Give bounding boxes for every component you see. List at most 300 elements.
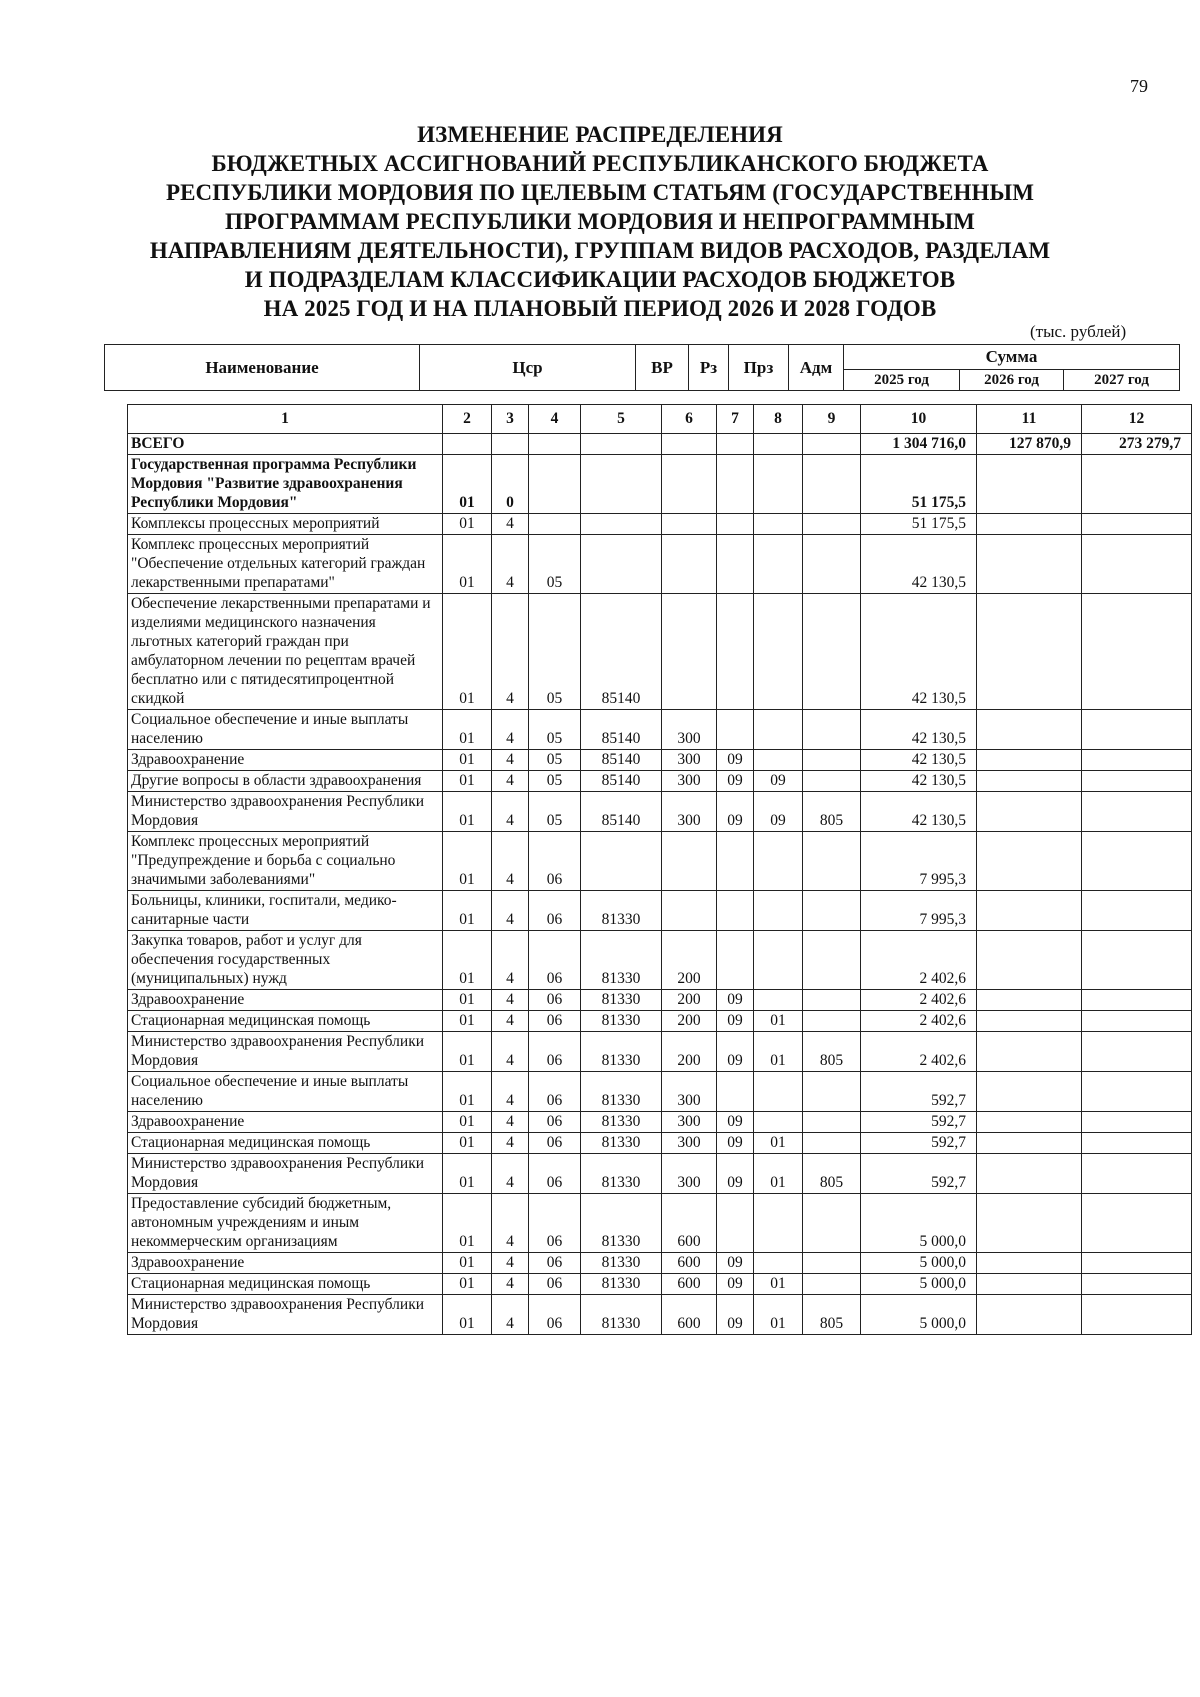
adm-code <box>803 434 861 455</box>
prz-code: 01 <box>754 1274 803 1295</box>
vr-code <box>662 434 717 455</box>
sum-2025: 592,7 <box>861 1154 977 1194</box>
code-type: 4 <box>492 990 529 1011</box>
row-name: Министерство здравоохранения Республики Мордовия <box>128 1154 443 1194</box>
code-type: 4 <box>492 931 529 990</box>
table-row <box>128 1072 1192 1112</box>
code-type: 4 <box>492 1112 529 1133</box>
rz-code: 09 <box>717 1011 754 1032</box>
adm-code: 805 <box>803 792 861 832</box>
adm-code <box>803 1011 861 1032</box>
code-subprogram: 06 <box>529 832 581 891</box>
vr-code: 300 <box>662 1154 717 1194</box>
code-type: 4 <box>492 1011 529 1032</box>
prz-code <box>754 455 803 514</box>
code-subprogram: 06 <box>529 1295 581 1335</box>
header-name: Наименование <box>105 345 420 391</box>
sum-2027 <box>1082 1194 1192 1253</box>
vr-code <box>662 594 717 710</box>
adm-code <box>803 1112 861 1133</box>
prz-code: 01 <box>754 1133 803 1154</box>
code-type: 4 <box>492 792 529 832</box>
row-name: Государственная программа Республики Мордовия "Развитие здравоохранения Республики Мордовия" <box>128 455 443 514</box>
sum-2025: 42 130,5 <box>861 750 977 771</box>
code-subprogram <box>529 455 581 514</box>
rz-code <box>717 594 754 710</box>
code-program: 01 <box>443 535 492 594</box>
adm-code <box>803 1072 861 1112</box>
sum-2026 <box>977 1112 1082 1133</box>
sum-2027 <box>1082 1154 1192 1194</box>
table-row <box>128 1032 1192 1072</box>
code-direction: 85140 <box>581 792 662 832</box>
code-subprogram <box>529 514 581 535</box>
title-line: НАПРАВЛЕНИЯМ ДЕЯТЕЛЬНОСТИ), ГРУППАМ ВИДОВ РАСХОДОВ, РАЗДЕЛАМ <box>149 238 1051 263</box>
vr-code: 200 <box>662 990 717 1011</box>
header-year-2025: 2025 год <box>844 370 960 391</box>
sum-2025: 5 000,0 <box>861 1194 977 1253</box>
code-type: 4 <box>492 1032 529 1072</box>
sum-2027 <box>1082 1112 1192 1133</box>
column-number: 4 <box>529 405 581 434</box>
rz-code: 09 <box>717 750 754 771</box>
row-name: Стационарная медицинская помощь <box>128 1133 443 1154</box>
code-program: 01 <box>443 1253 492 1274</box>
sum-2027 <box>1082 750 1192 771</box>
table-row <box>128 1011 1192 1032</box>
sum-2025: 42 130,5 <box>861 771 977 792</box>
code-type: 4 <box>492 710 529 750</box>
prz-code <box>754 1194 803 1253</box>
column-number: 8 <box>754 405 803 434</box>
code-type: 4 <box>492 594 529 710</box>
vr-code: 300 <box>662 792 717 832</box>
prz-code <box>754 931 803 990</box>
sum-2027 <box>1082 1295 1192 1335</box>
title-line: ИЗМЕНЕНИЕ РАСПРЕДЕЛЕНИЯ <box>417 122 783 147</box>
row-name: Комплекс процессных мероприятий "Обеспечение отдельных категорий граждан лекарственными препаратами" <box>128 535 443 594</box>
column-number: 2 <box>443 405 492 434</box>
rz-code: 09 <box>717 1032 754 1072</box>
code-program: 01 <box>443 514 492 535</box>
row-name: Закупка товаров, работ и услуг для обеспечения государственных (муниципальных) нужд <box>128 931 443 990</box>
prz-code: 01 <box>754 1011 803 1032</box>
sum-2026 <box>977 1133 1082 1154</box>
table-row <box>128 1154 1192 1194</box>
table-row <box>128 990 1192 1011</box>
code-subprogram: 06 <box>529 1112 581 1133</box>
prz-code <box>754 1253 803 1274</box>
rz-code: 09 <box>717 792 754 832</box>
sum-2026 <box>977 771 1082 792</box>
code-subprogram: 06 <box>529 1154 581 1194</box>
rz-code <box>717 1194 754 1253</box>
column-number: 9 <box>803 405 861 434</box>
code-direction: 81330 <box>581 1011 662 1032</box>
sum-2025: 2 402,6 <box>861 931 977 990</box>
sum-2025: 7 995,3 <box>861 832 977 891</box>
row-name: Министерство здравоохранения Республики Мордовия <box>128 1032 443 1072</box>
code-direction <box>581 514 662 535</box>
vr-code: 300 <box>662 771 717 792</box>
row-name: ВСЕГО <box>128 434 443 455</box>
code-subprogram: 06 <box>529 1274 581 1295</box>
code-subprogram: 06 <box>529 1032 581 1072</box>
sum-2025: 2 402,6 <box>861 1032 977 1072</box>
code-subprogram: 06 <box>529 1011 581 1032</box>
sum-2027: 273 279,7 <box>1082 434 1192 455</box>
prz-code <box>754 594 803 710</box>
code-program: 01 <box>443 832 492 891</box>
code-program: 01 <box>443 1032 492 1072</box>
sum-2025: 592,7 <box>861 1112 977 1133</box>
code-program: 01 <box>443 931 492 990</box>
row-name: Комплекс процессных мероприятий "Предупреждение и борьба с социально значимыми заболеваниями" <box>128 832 443 891</box>
table-row <box>128 931 1192 990</box>
row-name: Другие вопросы в области здравоохранения <box>128 771 443 792</box>
table-row <box>128 792 1192 832</box>
sum-2027 <box>1082 514 1192 535</box>
sum-2026 <box>977 1011 1082 1032</box>
code-type: 4 <box>492 1274 529 1295</box>
table-row <box>128 891 1192 931</box>
code-subprogram <box>529 434 581 455</box>
code-direction: 81330 <box>581 1194 662 1253</box>
sum-2025: 592,7 <box>861 1133 977 1154</box>
prz-code: 09 <box>754 771 803 792</box>
vr-code: 300 <box>662 1072 717 1112</box>
code-type: 4 <box>492 1253 529 1274</box>
adm-code <box>803 891 861 931</box>
sum-2026 <box>977 1295 1082 1335</box>
sum-2026 <box>977 792 1082 832</box>
code-type: 4 <box>492 1154 529 1194</box>
code-program: 01 <box>443 1274 492 1295</box>
code-program: 01 <box>443 1295 492 1335</box>
table-row <box>128 1253 1192 1274</box>
header-vr: ВР <box>636 345 689 391</box>
table-row <box>128 750 1192 771</box>
row-name: Здравоохранение <box>128 1253 443 1274</box>
code-direction: 81330 <box>581 891 662 931</box>
vr-code: 200 <box>662 1011 717 1032</box>
rz-code <box>717 832 754 891</box>
code-subprogram: 05 <box>529 594 581 710</box>
row-name: Обеспечение лекарственными препаратами и изделиями медицинского назначения льготных категорий граждан при амбулаторном лечении по рецептам врачей бесплатно или с пятидесятипроцентной скидкой <box>128 594 443 710</box>
prz-code <box>754 990 803 1011</box>
adm-code <box>803 710 861 750</box>
code-subprogram: 05 <box>529 750 581 771</box>
code-program: 01 <box>443 1072 492 1112</box>
column-number: 3 <box>492 405 529 434</box>
prz-code: 01 <box>754 1154 803 1194</box>
code-type: 4 <box>492 750 529 771</box>
sum-2025: 42 130,5 <box>861 594 977 710</box>
prz-code <box>754 1072 803 1112</box>
sum-2025: 5 000,0 <box>861 1274 977 1295</box>
code-program <box>443 434 492 455</box>
vr-code <box>662 891 717 931</box>
sum-2027 <box>1082 1011 1192 1032</box>
sum-2027 <box>1082 535 1192 594</box>
code-program: 01 <box>443 1133 492 1154</box>
title-line: ПРОГРАММАМ РЕСПУБЛИКИ МОРДОВИЯ И НЕПРОГРАММНЫМ <box>225 209 975 234</box>
sum-2026 <box>977 750 1082 771</box>
column-number: 10 <box>861 405 977 434</box>
budget-table <box>127 404 1192 1335</box>
table-row <box>128 535 1192 594</box>
sum-2025: 5 000,0 <box>861 1295 977 1335</box>
rz-code <box>717 514 754 535</box>
code-program: 01 <box>443 455 492 514</box>
sum-2026 <box>977 535 1082 594</box>
code-direction: 81330 <box>581 1133 662 1154</box>
header-table <box>104 344 1180 391</box>
code-program: 01 <box>443 792 492 832</box>
table-row <box>128 1274 1192 1295</box>
adm-code <box>803 771 861 792</box>
sum-2027 <box>1082 771 1192 792</box>
vr-code <box>662 514 717 535</box>
sum-2027 <box>1082 792 1192 832</box>
code-subprogram: 06 <box>529 990 581 1011</box>
prz-code: 01 <box>754 1032 803 1072</box>
adm-code <box>803 832 861 891</box>
adm-code <box>803 1253 861 1274</box>
code-type: 4 <box>492 1295 529 1335</box>
sum-2026 <box>977 1274 1082 1295</box>
sum-2026 <box>977 891 1082 931</box>
sum-2026 <box>977 455 1082 514</box>
column-number: 12 <box>1082 405 1192 434</box>
rz-code <box>717 710 754 750</box>
code-subprogram: 05 <box>529 535 581 594</box>
code-program: 01 <box>443 891 492 931</box>
vr-code <box>662 832 717 891</box>
vr-code: 300 <box>662 1112 717 1133</box>
adm-code <box>803 1274 861 1295</box>
sum-2025: 42 130,5 <box>861 792 977 832</box>
rz-code <box>717 1072 754 1112</box>
code-subprogram: 06 <box>529 1253 581 1274</box>
vr-code: 600 <box>662 1295 717 1335</box>
code-subprogram: 06 <box>529 1194 581 1253</box>
code-direction: 81330 <box>581 1112 662 1133</box>
prz-code <box>754 891 803 931</box>
vr-code: 600 <box>662 1194 717 1253</box>
code-type: 4 <box>492 771 529 792</box>
document-title <box>100 120 1100 323</box>
sum-2026 <box>977 1032 1082 1072</box>
code-type: 4 <box>492 514 529 535</box>
table-row <box>128 455 1192 514</box>
code-direction: 85140 <box>581 710 662 750</box>
column-number-row <box>128 405 1192 434</box>
unit-label: (тыс. рублей) <box>1030 322 1127 341</box>
rz-code <box>717 434 754 455</box>
sum-2025: 2 402,6 <box>861 990 977 1011</box>
row-name: Министерство здравоохранения Республики Мордовия <box>128 1295 443 1335</box>
code-subprogram: 06 <box>529 931 581 990</box>
header-year-2027: 2027 год <box>1064 370 1180 391</box>
code-type: 4 <box>492 891 529 931</box>
adm-code <box>803 514 861 535</box>
code-subprogram: 05 <box>529 710 581 750</box>
sum-2027 <box>1082 710 1192 750</box>
code-direction: 81330 <box>581 1072 662 1112</box>
adm-code <box>803 1133 861 1154</box>
code-type: 4 <box>492 1072 529 1112</box>
code-type <box>492 434 529 455</box>
sum-2025: 7 995,3 <box>861 891 977 931</box>
sum-2025: 592,7 <box>861 1072 977 1112</box>
code-direction: 85140 <box>581 750 662 771</box>
header-csr: Цср <box>420 345 636 391</box>
code-program: 01 <box>443 1011 492 1032</box>
table-row <box>128 1295 1192 1335</box>
row-name: Стационарная медицинская помощь <box>128 1011 443 1032</box>
total-row <box>128 434 1192 455</box>
table-row <box>128 1112 1192 1133</box>
row-name: Здравоохранение <box>128 990 443 1011</box>
rz-code <box>717 891 754 931</box>
rz-code: 09 <box>717 771 754 792</box>
rz-code: 09 <box>717 1154 754 1194</box>
code-program: 01 <box>443 750 492 771</box>
prz-code: 01 <box>754 1295 803 1335</box>
prz-code <box>754 434 803 455</box>
header-prz: Прз <box>729 345 789 391</box>
code-program: 01 <box>443 710 492 750</box>
sum-2025: 42 130,5 <box>861 535 977 594</box>
header-rz: Рз <box>689 345 729 391</box>
page-number: 79 <box>1130 76 1148 96</box>
table-row <box>128 594 1192 710</box>
adm-code: 805 <box>803 1154 861 1194</box>
table-row <box>128 514 1192 535</box>
sum-2026 <box>977 1154 1082 1194</box>
adm-code <box>803 931 861 990</box>
adm-code <box>803 1194 861 1253</box>
adm-code: 805 <box>803 1032 861 1072</box>
code-program: 01 <box>443 1194 492 1253</box>
code-direction: 85140 <box>581 771 662 792</box>
vr-code: 600 <box>662 1253 717 1274</box>
code-direction: 81330 <box>581 1295 662 1335</box>
code-subprogram: 05 <box>529 771 581 792</box>
code-subprogram: 06 <box>529 1072 581 1112</box>
prz-code <box>754 832 803 891</box>
row-name: Больницы, клиники, госпитали, медико-санитарные части <box>128 891 443 931</box>
adm-code <box>803 594 861 710</box>
column-number: 1 <box>128 405 443 434</box>
header-year-2026: 2026 год <box>960 370 1064 391</box>
title-line: И ПОДРАЗДЕЛАМ КЛАССИФИКАЦИИ РАСХОДОВ БЮДЖЕТОВ <box>244 267 956 292</box>
row-name: Предоставление субсидий бюджетным, автономным учреждениям и иным некоммерческим организациям <box>128 1194 443 1253</box>
sum-2027 <box>1082 1253 1192 1274</box>
code-direction <box>581 434 662 455</box>
sum-2026 <box>977 514 1082 535</box>
row-name: Министерство здравоохранения Республики Мордовия <box>128 792 443 832</box>
column-number: 6 <box>662 405 717 434</box>
code-direction: 81330 <box>581 1253 662 1274</box>
row-name: Здравоохранение <box>128 1112 443 1133</box>
adm-code: 805 <box>803 1295 861 1335</box>
code-direction <box>581 832 662 891</box>
code-type: 0 <box>492 455 529 514</box>
adm-code <box>803 750 861 771</box>
sum-2026 <box>977 1194 1082 1253</box>
vr-code: 600 <box>662 1274 717 1295</box>
prz-code <box>754 535 803 594</box>
code-type: 4 <box>492 1194 529 1253</box>
table-row <box>128 1133 1192 1154</box>
vr-code: 200 <box>662 931 717 990</box>
code-program: 01 <box>443 1112 492 1133</box>
code-type: 4 <box>492 535 529 594</box>
adm-code <box>803 455 861 514</box>
code-subprogram: 06 <box>529 891 581 931</box>
prz-code: 09 <box>754 792 803 832</box>
rz-code <box>717 931 754 990</box>
code-subprogram: 06 <box>529 1133 581 1154</box>
rz-code: 09 <box>717 1274 754 1295</box>
vr-code: 300 <box>662 1133 717 1154</box>
rz-code: 09 <box>717 1133 754 1154</box>
title-line: НА 2025 ГОД И НА ПЛАНОВЫЙ ПЕРИОД 2026 И 2028 ГОДОВ <box>263 296 937 321</box>
column-number: 5 <box>581 405 662 434</box>
code-type: 4 <box>492 832 529 891</box>
sum-2025: 42 130,5 <box>861 710 977 750</box>
row-name: Социальное обеспечение и иные выплаты населению <box>128 710 443 750</box>
code-direction: 81330 <box>581 1154 662 1194</box>
table-row <box>128 832 1192 891</box>
table-row <box>128 710 1192 750</box>
row-name: Социальное обеспечение и иные выплаты населению <box>128 1072 443 1112</box>
sum-2026 <box>977 1072 1082 1112</box>
code-direction <box>581 535 662 594</box>
vr-code: 300 <box>662 710 717 750</box>
vr-code <box>662 535 717 594</box>
sum-2027 <box>1082 832 1192 891</box>
sum-2025: 51 175,5 <box>861 455 977 514</box>
sum-2027 <box>1082 1133 1192 1154</box>
row-name: Комплексы процессных мероприятий <box>128 514 443 535</box>
rz-code <box>717 535 754 594</box>
sum-2026 <box>977 990 1082 1011</box>
sum-2026 <box>977 832 1082 891</box>
code-direction: 81330 <box>581 1032 662 1072</box>
rz-code: 09 <box>717 1253 754 1274</box>
table-row <box>128 771 1192 792</box>
code-subprogram: 05 <box>529 792 581 832</box>
sum-2027 <box>1082 1032 1192 1072</box>
rz-code: 09 <box>717 1295 754 1335</box>
code-program: 01 <box>443 771 492 792</box>
code-program: 01 <box>443 1154 492 1194</box>
row-name: Стационарная медицинская помощь <box>128 1274 443 1295</box>
sum-2027 <box>1082 891 1192 931</box>
title-line: БЮДЖЕТНЫХ АССИГНОВАНИЙ РЕСПУБЛИКАНСКОГО БЮДЖЕТА <box>211 151 989 176</box>
sum-2026 <box>977 1253 1082 1274</box>
adm-code <box>803 535 861 594</box>
prz-code <box>754 750 803 771</box>
sum-2027 <box>1082 931 1192 990</box>
title-line: РЕСПУБЛИКИ МОРДОВИЯ ПО ЦЕЛЕВЫМ СТАТЬЯМ (ГОСУДАРСТВЕННЫМ <box>165 180 1035 205</box>
code-program: 01 <box>443 990 492 1011</box>
code-direction: 81330 <box>581 931 662 990</box>
sum-2025: 51 175,5 <box>861 514 977 535</box>
